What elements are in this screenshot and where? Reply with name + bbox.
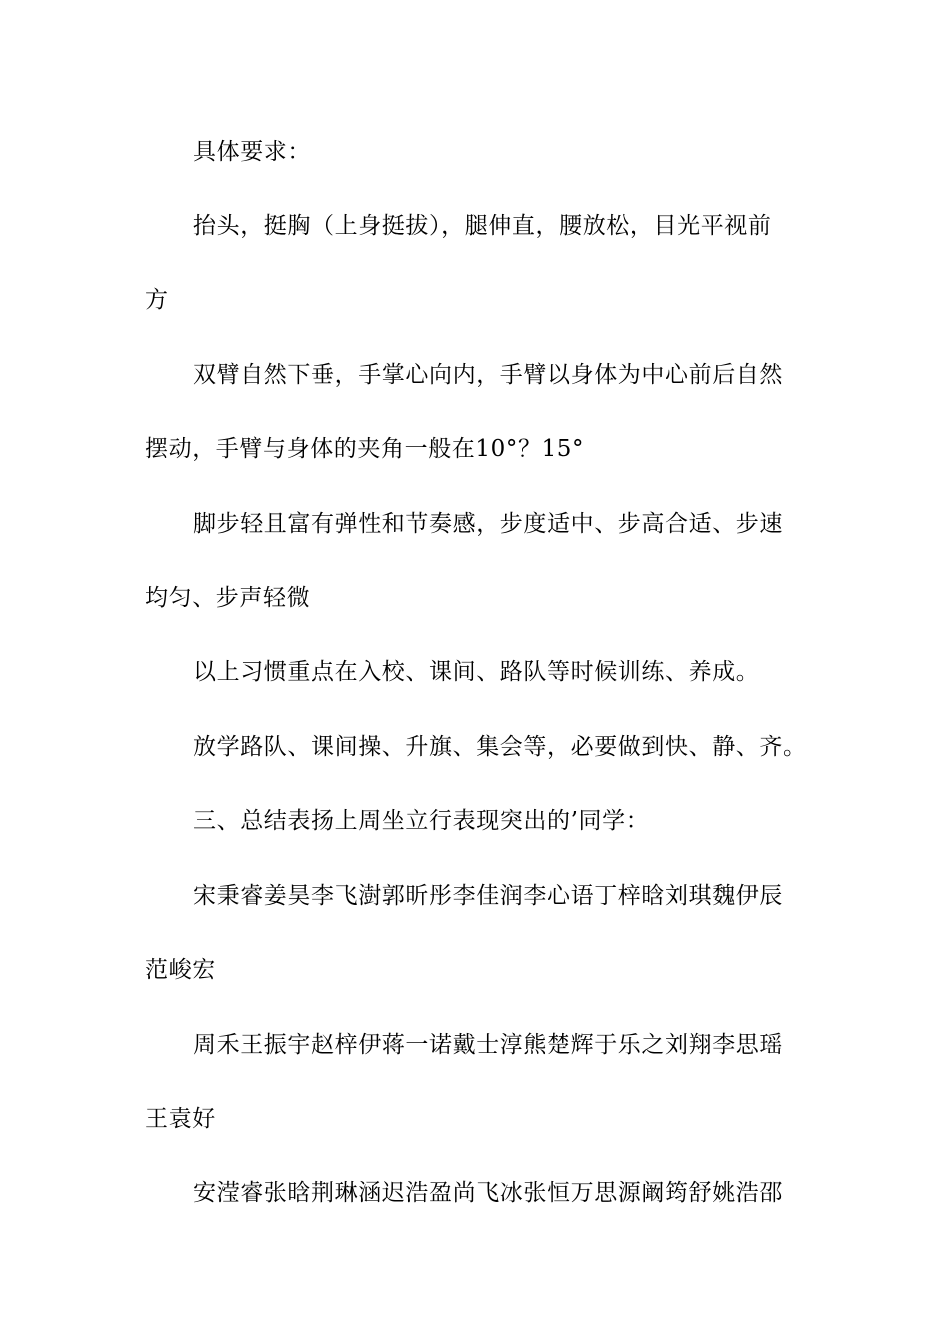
paragraph-line: 摆动，手臂与身体的夹角一般在10°？15° (145, 436, 585, 462)
paragraph-line: 均匀、步声轻微 (145, 585, 311, 611)
paragraph-heading-requirements: 具体要求： (193, 139, 311, 165)
paragraph-line: 方 (145, 287, 169, 313)
name-list-line: 周禾王振宇赵梓伊蒋一诺戴士淳熊楚辉于乐之刘翔李思瑶 (193, 1032, 783, 1058)
paragraph-line: 以上习惯重点在入校、课间、路队等时候训练、养成。 (193, 659, 760, 685)
name-list-line: 王袁好 (145, 1106, 216, 1132)
name-list-line: 宋秉睿姜昊李飞澍郭昕彤李佳润李心语丁梓晗刘琪魏伊辰 (193, 883, 783, 909)
paragraph-line: 抬头，挺胸（上身挺拔），腿伸直，腰放松，目光平视前 (193, 213, 772, 239)
section-heading: 三、总结表扬上周坐立行表现突出的’同学： (193, 808, 650, 834)
name-list-line: 范峻宏 (145, 957, 216, 983)
paragraph-line: 脚步轻且富有弹性和节奏感，步度适中、步高合适、步速 (193, 511, 783, 537)
name-list-line: 安滢睿张晗荆琳涵迟浩盈尚飞冰张恒万思源阚筠舒姚浩邵 (193, 1180, 783, 1206)
paragraph-line: 放学路队、课间操、升旗、集会等，必要做到快、静、齐。 (193, 734, 807, 760)
paragraph-line: 双臂自然下垂，手掌心向内，手臂以身体为中心前后自然 (193, 362, 783, 388)
